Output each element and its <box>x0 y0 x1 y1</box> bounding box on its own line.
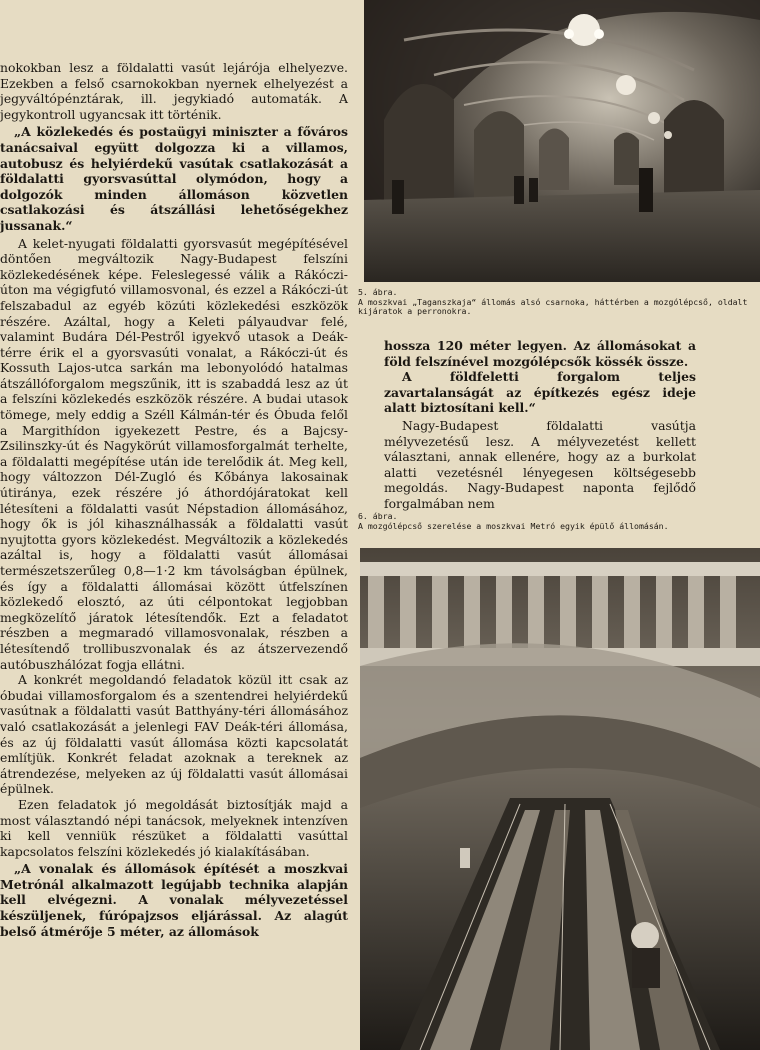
figure-5-label: 5. ábra. <box>358 287 398 297</box>
paragraph-surface-transport: A kelet-nyugati földalatti gyorsvasút megépítésével döntően megváltozik Nagy-Budapest felszíni közlekedésének képe. Feleslegessé válik a Rákóczi-úton ma végigfutó villamosvonal, és ezzel a Rákóczi-út felszabadul az egyéb közúti közlekedési eszközök részére. Azáltal, hogy a Keleti pályaudvar felé, valamint Budára Dél-Pestről igyekvő utasok a Deák-térre érik el a gyorsvasúti vonalat, a Rákóczi-út és Kossuth Lajos-utca sarkán ma lebonyolódó hatalmas átszállóforgalom megszűnik, itt is szabaddá lesz az út a felszíni közlekedés eszközök részére. A budai utasok tömege, mely eddig a Széll Kálmán-tér és Óbuda felől a Margithídon igyekezett Pestre, és a Bajcsy-Zsilinszky-út és Nagykörút villamosforgalmát terhelte, a földalatti megépítése után ide terelődik át. Meg kell, hogy változzon Dél-Zugló és Kőbánya lakosainak útiránya, ezek részére jó áthordójáratokat kell létesíteni a földalatti vasút Népstadion állomásához, hogy ők is jól kihasználhassák a földalatti vasút nyujtotta gyors közlekedést. Megváltozik a közlekedés azáltal is, hogy a földalatti vasút állomásai természetszerűleg 0,8—1·2 km távolságban épülnek, és így a földalatti állomásai között útfelszínen közlekedő elosztó, az úti célpontokat legjobban megközelítő járatok létesítendők. Ezt a feladatot részben a megmaradó villamosvonalak, részben a létesítendő trollibuszvonalak és az átszervezendő autóbuszhálózat fogja ellátni. <box>0 235 348 672</box>
paragraph-continuation: nokokban lesz a földalatti vasút lejárója elhelyezve. Ezekben a felső csarnokokban nyernek elhelyezést a jegyváltópénztárak, ill. jegykiadó automaták. A jegykontroll ugyancsak itt történik. <box>0 60 348 122</box>
station-hall-photo <box>364 0 760 282</box>
left-text-column <box>0 60 348 939</box>
quoted-station-length: hossza 120 méter legyen. Az állomásokat a föld felszínével mozgólépcsők kössék össze. <box>384 338 696 369</box>
figure-6-caption-block <box>358 512 758 531</box>
station-hall-illustration <box>364 0 760 282</box>
quoted-traffic-sentence: A földfeletti forgalom teljes zavartalanságát az építkezés egész ideje alatt biztosítani kell.“ <box>384 369 696 416</box>
paragraph-deep-level: Nagy-Budapest földalatti vasútja mélyvezetésű lesz. A mélyvezetést kellett választani, annak ellenére, hogy az a burkolat alatti vezetésnél lényegesen költségesebb megoldás. Nagy-Budapest naponta fejlődő forgalmában nem <box>384 417 696 511</box>
right-text-column <box>384 338 696 512</box>
paragraph-concrete-tasks: A konkrét megoldandó feladatok közül itt csak az óbudai villamosforgalom és a szentendrei helyiérdekű vasútnak a földalatti vasút Batthyány-téri állomásához való csatlakozását a jelenlegi FAV Deák-téri állomása, és az új földalatti vasút állomása közti kapcsolatát említjük. Konkrét feladat azoknak a tereknek az átrendezése, melyeken az új földalatti vasút állomásai épülnek. <box>0 672 348 797</box>
escalator-illustration <box>360 548 760 1050</box>
paragraph-councils: Ezen feladatok jó megoldását biztosítják majd a most választandó népi tanácsok, melyeknek intenzíven ki kell venniük részüket a földalatti vasúttal kapcsolatos felszíni közlekedés jó kialakításában. <box>0 796 348 859</box>
quoted-resolution-paragraph: „A közlekedés és postaügyi miniszter a főváros tanácsaival együtt dolgozza ki a villamos, autobusz és helyiérdekű vasútak csatlakozását a földalatti gyorsvasúttal olymódon, hogy a dolgozók minden állomáson közvetlen csatlakozási és átszállási lehetőségekhez jussanak.“ <box>0 124 348 233</box>
figure-6-caption: A mozgólépcső szerelése a moszkvai Metró egyik épülő állomásán. <box>358 520 669 531</box>
figure-6-label: 6. ábra. <box>358 511 398 521</box>
figure-5-caption-block <box>358 288 758 317</box>
quoted-construction-paragraph: „A vonalak és állomások építését a moszkvai Metrónál alkalmazott legújabb technika alapján kell elvégezni. A vonalak mélyvezetéssel készüljenek, fúrópajzsos eljárással. Az alagút belső átmérője 5 méter, az állomások <box>0 861 348 939</box>
figure-5-caption: A moszkvai „Taganszkaja“ állomás alsó csarnoka, háttérben a mozgólépcső, oldalt kijáratok a perronokra. <box>358 296 748 317</box>
escalator-photo <box>360 548 760 1050</box>
